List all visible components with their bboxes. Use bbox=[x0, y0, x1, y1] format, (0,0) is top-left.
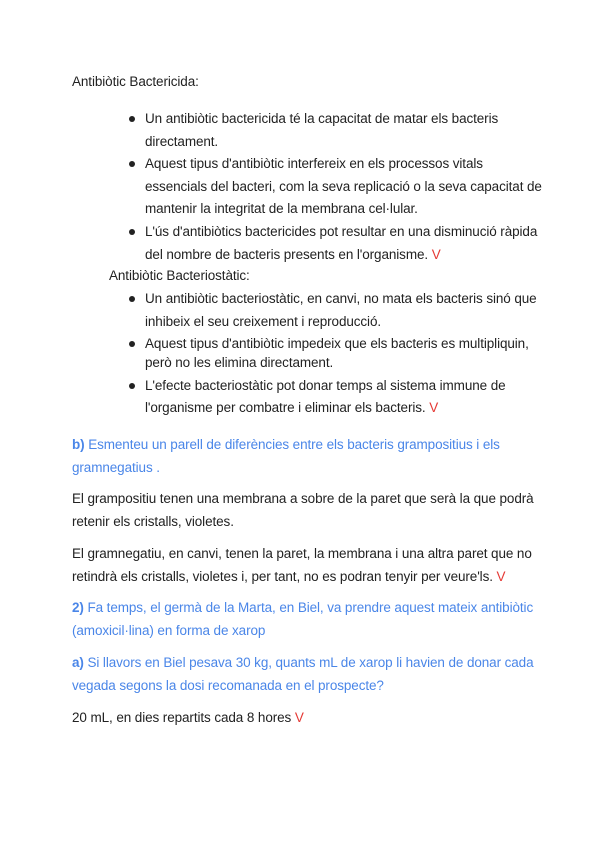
question-b-label: b) bbox=[72, 437, 85, 452]
bullet-icon bbox=[129, 229, 135, 235]
bactericida-bullet-3-line-1: L'ús d'antibiòtics bactericides pot resultar en una disminució ràpida bbox=[145, 224, 538, 239]
answer-b-para-1-line-2: retenir els cristalls, violetes. bbox=[72, 514, 234, 529]
bullet-icon bbox=[129, 383, 135, 389]
answer-b-para-2-line-1: El gramnegatiu, en canvi, tenen la paret, la membrana i una altra paret que no bbox=[72, 546, 532, 561]
bacteriostatic-bullet-2-line-2: però no les elimina directament. bbox=[145, 355, 334, 370]
question-2-line-2: (amoxicil·lina) en forma de xarop bbox=[72, 623, 266, 638]
check-mark: V bbox=[496, 569, 506, 584]
question-b-line-1: b) Esmenteu un parell de diferències entre els bacteris grampositius i els bbox=[72, 437, 500, 452]
answer-a: 20 mL, en dies repartits cada 8 hores V bbox=[72, 710, 304, 725]
check-mark: V bbox=[429, 400, 439, 415]
bacteriostatic-bullet-2-line-1: Aquest tipus d'antibiòtic impedeix que els bacteris es multipliquin, bbox=[145, 336, 529, 351]
check-mark: V bbox=[431, 247, 441, 262]
bacteriostatic-bullet-3-line-2: l'organisme per combatre i eliminar els bacteris. V bbox=[145, 400, 439, 415]
question-b-line-2: gramnegatius . bbox=[72, 460, 160, 475]
bactericida-bullet-2-line-3: mantenir la integritat de la membrana cel·lular. bbox=[145, 201, 418, 216]
bullet-icon bbox=[129, 161, 135, 167]
bactericida-heading: Antibiòtic Bactericida: bbox=[72, 74, 199, 89]
bactericida-bullet-2-line-1: Aquest tipus d'antibiòtic interfereix en els processos vitals bbox=[145, 156, 483, 171]
bactericida-bullet-3-line-2: del nombre de bacteris presents en l'organisme. V bbox=[145, 247, 441, 262]
bacteriostatic-bullet-3-line-1: L'efecte bacteriostàtic pot donar temps al sistema immune de bbox=[145, 378, 506, 393]
check-mark: V bbox=[294, 710, 304, 725]
bacteriostatic-bullet-1-line-1: Un antibiòtic bacteriostàtic, en canvi, no mata els bacteris sinó que bbox=[145, 291, 537, 306]
bacteriostatic-bullet-1-line-2: inhibeix el seu creixement i reproducció. bbox=[145, 314, 382, 329]
question-2-line-1: 2) Fa temps, el germà de la Marta, en Biel, va prendre aquest mateix antibiòtic bbox=[72, 600, 534, 615]
answer-b-para-1-line-1: El grampositiu tenen una membrana a sobre de la paret que serà la que podrà bbox=[72, 491, 534, 506]
question-a-line-1: a) Si llavors en Biel pesava 30 kg, quants mL de xarop li havien de donar cada bbox=[72, 655, 534, 670]
bactericida-bullet-1-line-1: Un antibiòtic bactericida té la capacitat de matar els bacteris bbox=[145, 111, 499, 126]
bullet-icon bbox=[129, 296, 135, 302]
bactericida-bullet-2-line-2: essencials del bacteri, com la seva replicació o la seva capacitat de bbox=[145, 179, 542, 194]
question-a-line-2: vegada segons la dosi recomanada en el prospecte? bbox=[72, 678, 384, 693]
bullet-icon bbox=[129, 116, 135, 122]
question-2-label: 2) bbox=[72, 600, 84, 615]
answer-b-para-2-line-2: retindrà els cristalls, violetes i, per tant, no es podran tenyir per veure'ls. V bbox=[72, 569, 506, 584]
question-a-label: a) bbox=[72, 655, 84, 670]
bactericida-bullet-1-line-2: directament. bbox=[145, 134, 219, 149]
bacteriostatic-heading: Antibiòtic Bacteriostàtic: bbox=[109, 268, 250, 283]
bullet-icon bbox=[129, 341, 135, 347]
